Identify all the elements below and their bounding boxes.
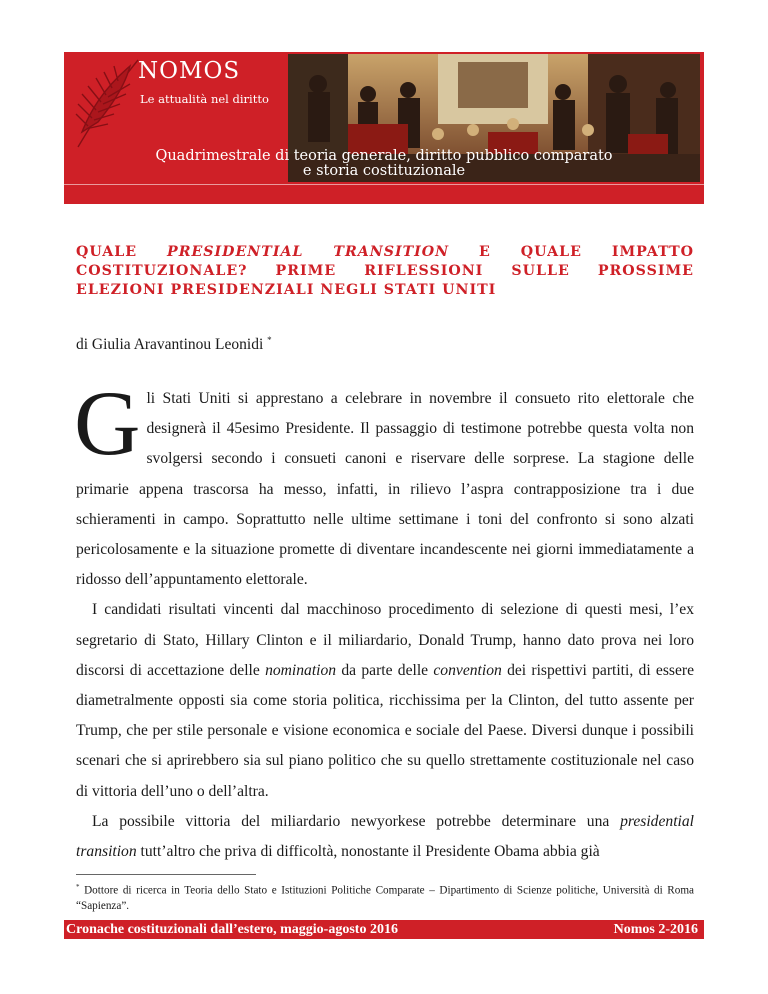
caption-line-1: Quadrimestrale di teoria generale, diritto pubblico comparato: [155, 148, 613, 164]
footer-issue: Nomos 2-2016: [613, 922, 698, 937]
article-title: [76, 243, 694, 300]
paragraph-3: [76, 807, 694, 867]
footnote: [76, 880, 694, 914]
quill-feather-icon: [68, 52, 144, 152]
drop-cap: G: [74, 372, 141, 474]
p3-text-a: La possibile vittoria del miliardario newyorkese potrebbe determinare una: [92, 812, 621, 830]
p3-text-b: tutt’altro che priva di difficoltà, nonostante il Presidente Obama abbia già: [136, 843, 600, 861]
p2-italic-2: convention: [433, 661, 502, 679]
byline: [76, 335, 272, 354]
p2-text-c: dei rispettivi partiti, di essere diametralmente opposti sia come storia politica, ricchissima per la Clinton, del tutto assente per Trump, che per stile personale e visione economica e sociale del Paese. Diversi dunque i possibili scenari che si aprirebbero sia sul piano politico che su quello strettamente costituzionale nel caso di vittoria dell’uno o dell’altra.: [76, 661, 695, 800]
p2-italic-1: nomination: [265, 661, 337, 679]
caption-line-2: e storia costituzionale: [302, 163, 466, 179]
brand-title: NOMOS: [138, 58, 241, 84]
paragraph-1-text: li Stati Uniti si apprestano a celebrare in novembre il consueto rito elettorale che designerà il 45esimo Presidente. Il passaggio di testimone potrebbe questa volta non svolgersi secondo i consueti canoni e riservare delle sorprese. La stagione delle primarie appena trascorsa ha messo, infatti, in rilievo l’aspra contrapposizione tra i due schieramenti in campo. Soprattutto nelle ultime settimane i toni del confronto si sono alzati pericolosamente e la situazione promette di diventare incandescente nei giorni immediatamente a ridosso dell’appuntamento elettorale.: [76, 390, 694, 589]
title-text-2: E QUALE IMPATTO COSTITUZIONALE? PRIME RIFLESSIONI SULLE PROSSIME ELEZIONI PRESIDENZIALI NEGLI STATI UNITI: [76, 244, 694, 298]
title-text-1: QUALE: [76, 244, 168, 260]
brand-subtitle: Le attualità nel diritto: [140, 92, 269, 106]
footnote-marker[interactable]: *: [267, 335, 272, 345]
footer-bar: [64, 920, 704, 939]
header-banner: [64, 52, 704, 204]
footer-section-title: Cronache costituzionali dall’estero, maggio-agosto 2016: [66, 922, 398, 937]
p3-italic-1: presidential transition: [76, 812, 694, 861]
footnote-divider: [76, 874, 256, 875]
paragraph-1: [74, 372, 694, 595]
p2-text-a: I candidati risultati vincenti dal macchinoso procedimento di selezione di questi mesi, l’ex segretario di Stato, Hillary Clinton e il miliardario, Donald Trump, hanno dato prova nei loro discorsi di accettazione delle: [76, 601, 694, 679]
journal-caption: [64, 149, 704, 179]
article-body: [74, 372, 695, 867]
paragraph-2: [76, 595, 694, 806]
title-italic: PRESIDENTIAL TRANSITION: [167, 244, 450, 260]
footnote-text: Dottore di ricerca in Teoria dello Stato e Istituzioni Politiche Comparate – Dipartimento di Scienze politiche, Università di Roma “Sapienza”.: [76, 884, 694, 912]
footnote-mark: *: [76, 883, 80, 891]
author-name: di Giulia Aravantinou Leonidi: [76, 336, 264, 354]
p2-text-b: da parte delle: [336, 661, 434, 679]
banner-divider: [64, 184, 704, 185]
